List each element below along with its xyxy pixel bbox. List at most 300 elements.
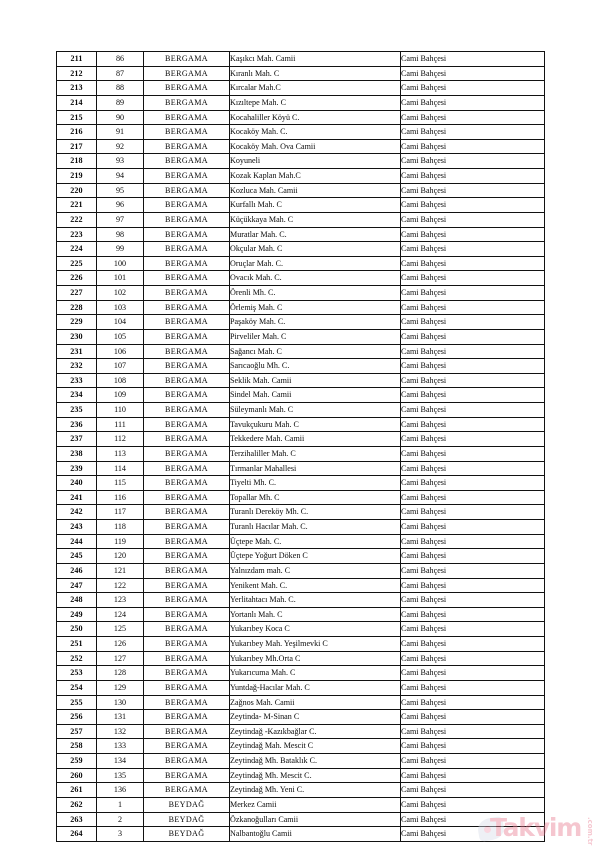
row-index-cell: 258 bbox=[57, 739, 97, 754]
mosque-name-cell: Sağancı Mah. C bbox=[230, 344, 401, 359]
row-number-cell: 130 bbox=[97, 695, 144, 710]
row-index-cell: 220 bbox=[57, 183, 97, 198]
mosque-name-cell: Okçular Mah. C bbox=[230, 242, 401, 257]
district-cell: BERGAMA bbox=[144, 388, 230, 403]
district-cell: BERGAMA bbox=[144, 139, 230, 154]
mosque-name-cell: Örenli Mh. C. bbox=[230, 286, 401, 301]
location-type-cell: Cami Bahçesi bbox=[401, 183, 545, 198]
row-number-cell: 114 bbox=[97, 461, 144, 476]
district-cell: BERGAMA bbox=[144, 578, 230, 593]
mosque-name-cell: Merkez Camii bbox=[230, 797, 401, 812]
location-type-cell: Cami Bahçesi bbox=[401, 754, 545, 769]
mosque-name-cell: Yuntdağ-Hacılar Mah. C bbox=[230, 680, 401, 695]
row-number-cell: 111 bbox=[97, 417, 144, 432]
row-index-cell: 229 bbox=[57, 315, 97, 330]
row-number-cell: 132 bbox=[97, 724, 144, 739]
mosque-name-cell: Yerlitahtacı Mah. C. bbox=[230, 593, 401, 608]
location-type-cell: Cami Bahçesi bbox=[401, 242, 545, 257]
table-row bbox=[57, 739, 545, 754]
mosque-name-cell: Kırcalar Mah.C bbox=[230, 81, 401, 96]
location-type-cell: Cami Bahçesi bbox=[401, 593, 545, 608]
table-row bbox=[57, 827, 545, 842]
row-index-cell: 247 bbox=[57, 578, 97, 593]
row-number-cell: 1 bbox=[97, 797, 144, 812]
row-number-cell: 90 bbox=[97, 110, 144, 125]
table-row bbox=[57, 125, 545, 140]
district-cell: BERGAMA bbox=[144, 183, 230, 198]
mosque-name-cell: Sarıcaoğlu Mh. C. bbox=[230, 359, 401, 374]
location-type-cell: Cami Bahçesi bbox=[401, 783, 545, 798]
district-cell: BERGAMA bbox=[144, 754, 230, 769]
mosque-name-cell: Kocahaliller Köyü C. bbox=[230, 110, 401, 125]
district-cell: BERGAMA bbox=[144, 95, 230, 110]
row-index-cell: 213 bbox=[57, 81, 97, 96]
row-index-cell: 253 bbox=[57, 666, 97, 681]
mosque-name-cell: Nalbantoğlu Camii bbox=[230, 827, 401, 842]
table-row bbox=[57, 651, 545, 666]
table-row bbox=[57, 271, 545, 286]
row-index-cell: 230 bbox=[57, 329, 97, 344]
takvim-watermark bbox=[478, 812, 594, 846]
row-number-cell: 134 bbox=[97, 754, 144, 769]
row-index-cell: 217 bbox=[57, 139, 97, 154]
table-row bbox=[57, 520, 545, 535]
district-cell: BERGAMA bbox=[144, 476, 230, 491]
table-row bbox=[57, 373, 545, 388]
watermark-tld-text: .com.tr bbox=[586, 817, 594, 846]
location-type-cell: Cami Bahçesi bbox=[401, 315, 545, 330]
table-row bbox=[57, 286, 545, 301]
table-row bbox=[57, 476, 545, 491]
row-number-cell: 101 bbox=[97, 271, 144, 286]
row-number-cell: 99 bbox=[97, 242, 144, 257]
mosque-name-cell: Sindel Mah. Camii bbox=[230, 388, 401, 403]
row-index-cell: 234 bbox=[57, 388, 97, 403]
table-row bbox=[57, 212, 545, 227]
location-type-cell: Cami Bahçesi bbox=[401, 549, 545, 564]
mosque-name-cell: Oruçlar Mah. C. bbox=[230, 256, 401, 271]
district-cell: BERGAMA bbox=[144, 373, 230, 388]
table-row bbox=[57, 95, 545, 110]
location-type-cell: Cami Bahçesi bbox=[401, 680, 545, 695]
row-number-cell: 102 bbox=[97, 286, 144, 301]
location-type-cell: Cami Bahçesi bbox=[401, 139, 545, 154]
row-index-cell: 219 bbox=[57, 169, 97, 184]
table-row bbox=[57, 110, 545, 125]
row-index-cell: 239 bbox=[57, 461, 97, 476]
table-row bbox=[57, 490, 545, 505]
location-type-cell: Cami Bahçesi bbox=[401, 607, 545, 622]
row-index-cell: 218 bbox=[57, 154, 97, 169]
table-row bbox=[57, 52, 545, 67]
row-number-cell: 126 bbox=[97, 637, 144, 652]
mosque-name-cell: Kaşıkcı Mah. Camii bbox=[230, 52, 401, 67]
mosque-name-cell: Tavukçukuru Mah. C bbox=[230, 417, 401, 432]
district-cell: BERGAMA bbox=[144, 783, 230, 798]
location-type-cell: Cami Bahçesi bbox=[401, 110, 545, 125]
row-number-cell: 108 bbox=[97, 373, 144, 388]
row-number-cell: 97 bbox=[97, 212, 144, 227]
district-cell: BERGAMA bbox=[144, 52, 230, 67]
row-number-cell: 120 bbox=[97, 549, 144, 564]
district-cell: BERGAMA bbox=[144, 593, 230, 608]
district-cell: BERGAMA bbox=[144, 66, 230, 81]
mosque-name-cell: Turanlı Dereköy Mh. C. bbox=[230, 505, 401, 520]
table-row bbox=[57, 81, 545, 96]
table-row bbox=[57, 505, 545, 520]
row-index-cell: 264 bbox=[57, 827, 97, 842]
row-index-cell: 222 bbox=[57, 212, 97, 227]
mosque-list-table-container bbox=[56, 51, 544, 842]
table-row bbox=[57, 783, 545, 798]
location-type-cell: Cami Bahçesi bbox=[401, 505, 545, 520]
table-row bbox=[57, 549, 545, 564]
mosque-name-cell: Zeytindağ Mh. Mescit C. bbox=[230, 768, 401, 783]
table-row bbox=[57, 446, 545, 461]
row-index-cell: 244 bbox=[57, 534, 97, 549]
row-index-cell: 260 bbox=[57, 768, 97, 783]
row-number-cell: 128 bbox=[97, 666, 144, 681]
table-row bbox=[57, 563, 545, 578]
district-cell: BERGAMA bbox=[144, 446, 230, 461]
location-type-cell: Cami Bahçesi bbox=[401, 300, 545, 315]
mosque-name-cell: Kozak Kaplan Mah.C bbox=[230, 169, 401, 184]
district-cell: BERGAMA bbox=[144, 198, 230, 213]
table-row bbox=[57, 695, 545, 710]
mosque-name-cell: Zeytindağ Mh. Bataklık C. bbox=[230, 754, 401, 769]
location-type-cell: Cami Bahçesi bbox=[401, 125, 545, 140]
row-number-cell: 89 bbox=[97, 95, 144, 110]
table-row bbox=[57, 534, 545, 549]
row-index-cell: 262 bbox=[57, 797, 97, 812]
row-number-cell: 107 bbox=[97, 359, 144, 374]
mosque-name-cell: Kocaköy Mah. Ova Camii bbox=[230, 139, 401, 154]
district-cell: BERGAMA bbox=[144, 403, 230, 418]
location-type-cell: Cami Bahçesi bbox=[401, 812, 545, 827]
row-index-cell: 228 bbox=[57, 300, 97, 315]
row-number-cell: 127 bbox=[97, 651, 144, 666]
row-number-cell: 118 bbox=[97, 520, 144, 535]
location-type-cell: Cami Bahçesi bbox=[401, 271, 545, 286]
mosque-name-cell: Yukarıcuma Mah. C bbox=[230, 666, 401, 681]
location-type-cell: Cami Bahçesi bbox=[401, 578, 545, 593]
row-number-cell: 112 bbox=[97, 432, 144, 447]
location-type-cell: Cami Bahçesi bbox=[401, 373, 545, 388]
mosque-name-cell: Terzihaliller Mah. C bbox=[230, 446, 401, 461]
district-cell: BEYDAĞ bbox=[144, 797, 230, 812]
location-type-cell: Cami Bahçesi bbox=[401, 417, 545, 432]
location-type-cell: Cami Bahçesi bbox=[401, 198, 545, 213]
row-index-cell: 250 bbox=[57, 622, 97, 637]
location-type-cell: Cami Bahçesi bbox=[401, 461, 545, 476]
location-type-cell: Cami Bahçesi bbox=[401, 227, 545, 242]
row-number-cell: 122 bbox=[97, 578, 144, 593]
mosque-name-cell: Örlemiş Mah. C bbox=[230, 300, 401, 315]
mosque-name-cell: Turanlı Hacılar Mah. C. bbox=[230, 520, 401, 535]
table-row bbox=[57, 154, 545, 169]
row-number-cell: 98 bbox=[97, 227, 144, 242]
location-type-cell: Cami Bahçesi bbox=[401, 739, 545, 754]
mosque-name-cell: Pirveliler Mah. C bbox=[230, 329, 401, 344]
mosque-name-cell: Yalnızdam mah. C bbox=[230, 563, 401, 578]
location-type-cell: Cami Bahçesi bbox=[401, 724, 545, 739]
table-row bbox=[57, 432, 545, 447]
row-number-cell: 109 bbox=[97, 388, 144, 403]
table-row bbox=[57, 607, 545, 622]
district-cell: BERGAMA bbox=[144, 154, 230, 169]
table-row bbox=[57, 578, 545, 593]
mosque-name-cell: Küçükkaya Mah. C bbox=[230, 212, 401, 227]
district-cell: BERGAMA bbox=[144, 81, 230, 96]
location-type-cell: Cami Bahçesi bbox=[401, 520, 545, 535]
table-row bbox=[57, 315, 545, 330]
row-number-cell: 87 bbox=[97, 66, 144, 81]
mosque-name-cell: Ovacık Mah. C. bbox=[230, 271, 401, 286]
district-cell: BEYDAĞ bbox=[144, 812, 230, 827]
location-type-cell: Cami Bahçesi bbox=[401, 490, 545, 505]
row-index-cell: 257 bbox=[57, 724, 97, 739]
row-index-cell: 235 bbox=[57, 403, 97, 418]
row-index-cell: 248 bbox=[57, 593, 97, 608]
district-cell: BERGAMA bbox=[144, 724, 230, 739]
row-number-cell: 93 bbox=[97, 154, 144, 169]
location-type-cell: Cami Bahçesi bbox=[401, 637, 545, 652]
row-index-cell: 249 bbox=[57, 607, 97, 622]
table-row bbox=[57, 66, 545, 81]
district-cell: BERGAMA bbox=[144, 651, 230, 666]
row-number-cell: 125 bbox=[97, 622, 144, 637]
row-number-cell: 106 bbox=[97, 344, 144, 359]
row-number-cell: 123 bbox=[97, 593, 144, 608]
row-number-cell: 94 bbox=[97, 169, 144, 184]
row-index-cell: 231 bbox=[57, 344, 97, 359]
district-cell: BERGAMA bbox=[144, 125, 230, 140]
location-type-cell: Cami Bahçesi bbox=[401, 81, 545, 96]
row-index-cell: 215 bbox=[57, 110, 97, 125]
location-type-cell: Cami Bahçesi bbox=[401, 666, 545, 681]
location-type-cell: Cami Bahçesi bbox=[401, 286, 545, 301]
table-row bbox=[57, 344, 545, 359]
location-type-cell: Cami Bahçesi bbox=[401, 534, 545, 549]
district-cell: BERGAMA bbox=[144, 169, 230, 184]
table-row bbox=[57, 169, 545, 184]
row-number-cell: 117 bbox=[97, 505, 144, 520]
mosque-name-cell: Süleymanlı Mah. C bbox=[230, 403, 401, 418]
district-cell: BERGAMA bbox=[144, 227, 230, 242]
row-index-cell: 211 bbox=[57, 52, 97, 67]
district-cell: BERGAMA bbox=[144, 534, 230, 549]
row-number-cell: 103 bbox=[97, 300, 144, 315]
district-cell: BERGAMA bbox=[144, 110, 230, 125]
table-row bbox=[57, 227, 545, 242]
district-cell: BERGAMA bbox=[144, 271, 230, 286]
table-row bbox=[57, 680, 545, 695]
row-number-cell: 100 bbox=[97, 256, 144, 271]
mosque-name-cell: Paşaköy Mah. C. bbox=[230, 315, 401, 330]
table-row bbox=[57, 242, 545, 257]
mosque-name-cell: Kıranlı Mah. C bbox=[230, 66, 401, 81]
table-row bbox=[57, 198, 545, 213]
district-cell: BERGAMA bbox=[144, 417, 230, 432]
location-type-cell: Cami Bahçesi bbox=[401, 52, 545, 67]
row-number-cell: 135 bbox=[97, 768, 144, 783]
row-number-cell: 95 bbox=[97, 183, 144, 198]
mosque-name-cell: Özkanoğulları Camii bbox=[230, 812, 401, 827]
location-type-cell: Cami Bahçesi bbox=[401, 476, 545, 491]
district-cell: BERGAMA bbox=[144, 300, 230, 315]
location-type-cell: Cami Bahçesi bbox=[401, 622, 545, 637]
location-type-cell: Cami Bahçesi bbox=[401, 651, 545, 666]
row-index-cell: 226 bbox=[57, 271, 97, 286]
table-row bbox=[57, 139, 545, 154]
mosque-name-cell: Muratlar Mah. C. bbox=[230, 227, 401, 242]
location-type-cell: Cami Bahçesi bbox=[401, 388, 545, 403]
mosque-list-table bbox=[56, 51, 545, 842]
table-row bbox=[57, 593, 545, 608]
row-index-cell: 225 bbox=[57, 256, 97, 271]
district-cell: BERGAMA bbox=[144, 739, 230, 754]
district-cell: BERGAMA bbox=[144, 637, 230, 652]
row-index-cell: 214 bbox=[57, 95, 97, 110]
location-type-cell: Cami Bahçesi bbox=[401, 256, 545, 271]
row-number-cell: 2 bbox=[97, 812, 144, 827]
district-cell: BERGAMA bbox=[144, 549, 230, 564]
location-type-cell: Cami Bahçesi bbox=[401, 768, 545, 783]
location-type-cell: Cami Bahçesi bbox=[401, 212, 545, 227]
mosque-name-cell: Yukarıbey Mh.Orta C bbox=[230, 651, 401, 666]
row-number-cell: 88 bbox=[97, 81, 144, 96]
district-cell: BERGAMA bbox=[144, 329, 230, 344]
table-row bbox=[57, 461, 545, 476]
district-cell: BERGAMA bbox=[144, 315, 230, 330]
row-number-cell: 113 bbox=[97, 446, 144, 461]
row-index-cell: 216 bbox=[57, 125, 97, 140]
location-type-cell: Cami Bahçesi bbox=[401, 827, 545, 842]
location-type-cell: Cami Bahçesi bbox=[401, 154, 545, 169]
location-type-cell: Cami Bahçesi bbox=[401, 344, 545, 359]
mosque-name-cell: Zeytindağ Mah. Mescit C bbox=[230, 739, 401, 754]
location-type-cell: Cami Bahçesi bbox=[401, 797, 545, 812]
row-number-cell: 3 bbox=[97, 827, 144, 842]
row-number-cell: 86 bbox=[97, 52, 144, 67]
table-row bbox=[57, 329, 545, 344]
mosque-name-cell: Topallar Mh. C bbox=[230, 490, 401, 505]
row-index-cell: 240 bbox=[57, 476, 97, 491]
location-type-cell: Cami Bahçesi bbox=[401, 563, 545, 578]
mosque-name-cell: Kızıltepe Mah. C bbox=[230, 95, 401, 110]
table-row bbox=[57, 754, 545, 769]
district-cell: BERGAMA bbox=[144, 695, 230, 710]
table-row bbox=[57, 622, 545, 637]
row-index-cell: 256 bbox=[57, 710, 97, 725]
mosque-name-cell: Tiyelti Mh. C. bbox=[230, 476, 401, 491]
row-index-cell: 237 bbox=[57, 432, 97, 447]
row-index-cell: 254 bbox=[57, 680, 97, 695]
district-cell: BERGAMA bbox=[144, 490, 230, 505]
row-index-cell: 245 bbox=[57, 549, 97, 564]
row-index-cell: 255 bbox=[57, 695, 97, 710]
table-row bbox=[57, 710, 545, 725]
district-cell: BERGAMA bbox=[144, 710, 230, 725]
table-row bbox=[57, 724, 545, 739]
district-cell: BERGAMA bbox=[144, 344, 230, 359]
location-type-cell: Cami Bahçesi bbox=[401, 169, 545, 184]
district-cell: BERGAMA bbox=[144, 432, 230, 447]
mosque-name-cell: Zağnos Mah. Camii bbox=[230, 695, 401, 710]
row-number-cell: 110 bbox=[97, 403, 144, 418]
row-index-cell: 227 bbox=[57, 286, 97, 301]
district-cell: BERGAMA bbox=[144, 505, 230, 520]
row-index-cell: 246 bbox=[57, 563, 97, 578]
row-number-cell: 121 bbox=[97, 563, 144, 578]
mosque-name-cell: Tırmanlar Mahallesi bbox=[230, 461, 401, 476]
table-row bbox=[57, 417, 545, 432]
row-index-cell: 238 bbox=[57, 446, 97, 461]
row-index-cell: 252 bbox=[57, 651, 97, 666]
district-cell: BERGAMA bbox=[144, 680, 230, 695]
mosque-name-cell: Seklik Mah. Camii bbox=[230, 373, 401, 388]
row-index-cell: 212 bbox=[57, 66, 97, 81]
row-number-cell: 129 bbox=[97, 680, 144, 695]
row-number-cell: 104 bbox=[97, 315, 144, 330]
district-cell: BERGAMA bbox=[144, 242, 230, 257]
district-cell: BERGAMA bbox=[144, 520, 230, 535]
mosque-name-cell: Üçtepe Mah. C. bbox=[230, 534, 401, 549]
row-index-cell: 242 bbox=[57, 505, 97, 520]
mosque-name-cell: Yortanlı Mah. C bbox=[230, 607, 401, 622]
watermark-brand-text: Takvim bbox=[490, 813, 582, 842]
row-number-cell: 116 bbox=[97, 490, 144, 505]
mosque-name-cell: Yukarıbey Mah. Yeşilmevki C bbox=[230, 637, 401, 652]
location-type-cell: Cami Bahçesi bbox=[401, 95, 545, 110]
table-row bbox=[57, 797, 545, 812]
district-cell: BERGAMA bbox=[144, 212, 230, 227]
district-cell: BERGAMA bbox=[144, 622, 230, 637]
location-type-cell: Cami Bahçesi bbox=[401, 710, 545, 725]
mosque-name-cell: Zeytinda- M-Sinan C bbox=[230, 710, 401, 725]
table-row bbox=[57, 300, 545, 315]
row-number-cell: 119 bbox=[97, 534, 144, 549]
mosque-name-cell: Koyuneli bbox=[230, 154, 401, 169]
mosque-name-cell: Zeytindağ Mh. Yeni C. bbox=[230, 783, 401, 798]
row-number-cell: 105 bbox=[97, 329, 144, 344]
table-row bbox=[57, 359, 545, 374]
location-type-cell: Cami Bahçesi bbox=[401, 695, 545, 710]
row-index-cell: 241 bbox=[57, 490, 97, 505]
mosque-name-cell: Yenikent Mah. C. bbox=[230, 578, 401, 593]
table-row bbox=[57, 256, 545, 271]
row-index-cell: 223 bbox=[57, 227, 97, 242]
row-number-cell: 136 bbox=[97, 783, 144, 798]
row-index-cell: 232 bbox=[57, 359, 97, 374]
row-number-cell: 124 bbox=[97, 607, 144, 622]
row-number-cell: 96 bbox=[97, 198, 144, 213]
mosque-name-cell: Kozluca Mah. Camii bbox=[230, 183, 401, 198]
district-cell: BERGAMA bbox=[144, 768, 230, 783]
mosque-name-cell: Kurfallı Mah. C bbox=[230, 198, 401, 213]
table-row bbox=[57, 637, 545, 652]
row-number-cell: 115 bbox=[97, 476, 144, 491]
row-index-cell: 259 bbox=[57, 754, 97, 769]
table-row bbox=[57, 183, 545, 198]
table-row bbox=[57, 768, 545, 783]
district-cell: BERGAMA bbox=[144, 607, 230, 622]
mosque-name-cell: Yukarıbey Koca C bbox=[230, 622, 401, 637]
row-number-cell: 92 bbox=[97, 139, 144, 154]
mosque-list-table-body bbox=[57, 52, 545, 842]
location-type-cell: Cami Bahçesi bbox=[401, 403, 545, 418]
mosque-name-cell: Kocaköy Mah. C. bbox=[230, 125, 401, 140]
